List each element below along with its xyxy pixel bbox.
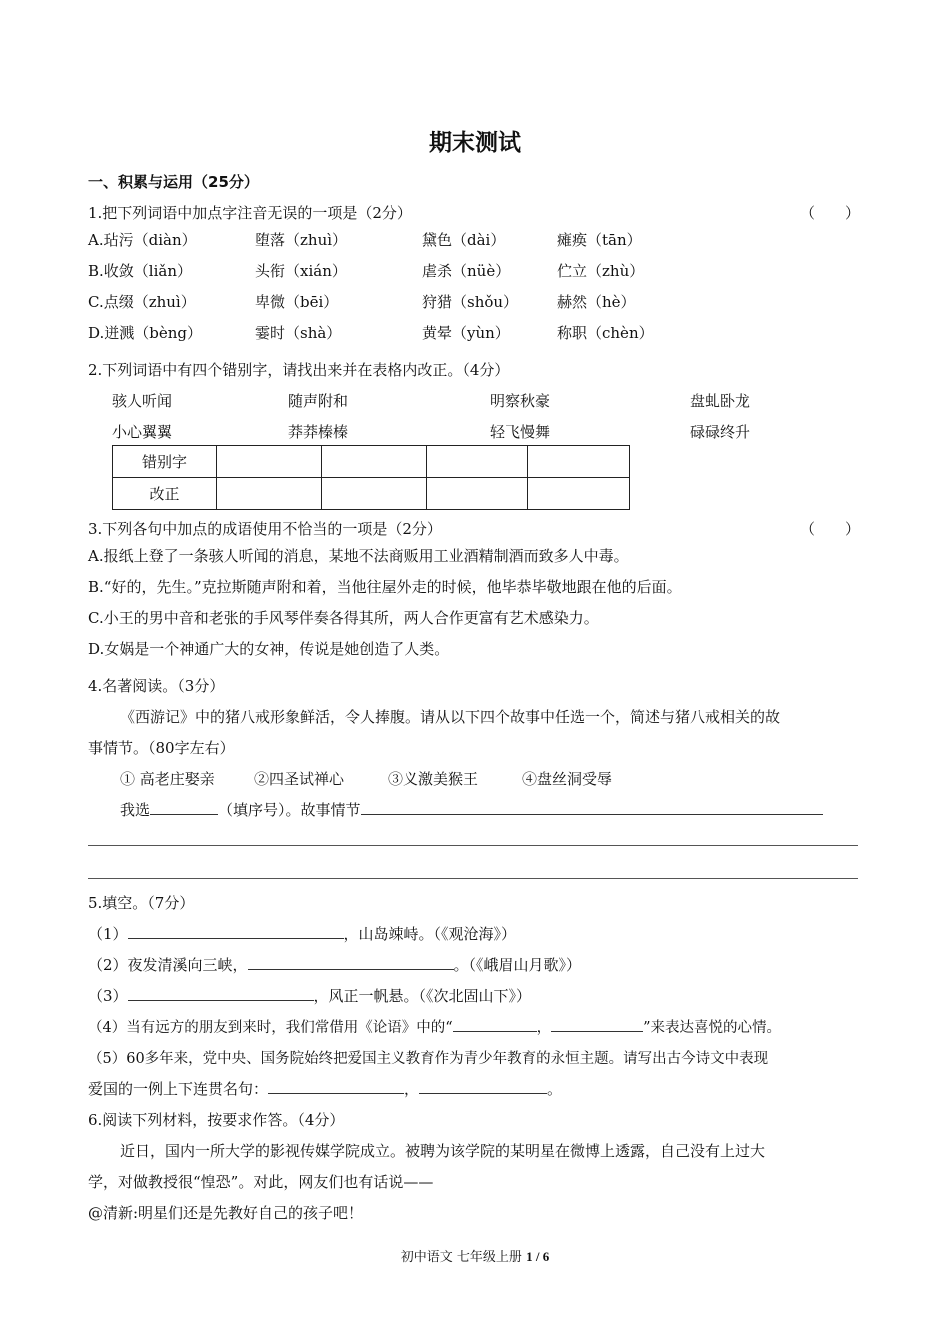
paragraph: 近日，国内一所大学的影视传媒学院成立。被聘为该学院的某明星在微博上透露，自己没有上过大 [120,1142,766,1160]
word-item: 碌碌终升 [690,423,751,441]
fill-blank[interactable] [419,1079,547,1094]
fill-blank[interactable] [551,1017,643,1032]
correction-table [112,445,630,510]
word-item: 小心翼翼 [112,423,173,441]
choice-line [120,799,823,820]
option-c: C.小王的男中音和老张的手风琴伴奏各得其所，两人合作更富有艺术感染力。 [88,609,599,627]
question-3-stem: 3.下列各句中加点的成语使用不恰当的一项是（2分） [88,520,442,538]
table-row [113,446,630,478]
question-1-stem: 1.把下列词语中加点字注音无误的一项是（2分） [88,204,412,222]
option-c: C.点缀（zhuì） [88,293,196,311]
option-d-word-3: 黄晕（yùn） [422,324,510,342]
story-option: ④盘丝洞受辱 [522,770,613,788]
answer-cell[interactable] [217,446,322,478]
fill-blank[interactable] [248,955,454,970]
story-option: ① 高老庄娶亲 [120,770,215,788]
option-c-word-4: 赫然（hè） [557,293,636,311]
word-item: 轻飞慢舞 [490,423,551,441]
word-item: 盘虬卧龙 [690,392,751,410]
option-b: B.“好的，先生。”克拉斯随声附和着，当他往屋外走的时候，他毕恭毕敬地跟在他的后面。 [88,578,682,596]
fill-blank[interactable] [453,1017,537,1032]
question-6-stem: 6.阅读下列材料，按要求作答。（4分） [88,1111,345,1129]
paragraph: 学，对做教授很“惶恐”。对此，网友们也有话说—— [88,1173,434,1191]
fill-line-2 [88,954,581,975]
word-item: 莽莽榛榛 [288,423,349,441]
footer-text: 初中语文 七年级上册 [400,1250,522,1265]
option-a-word-3: 黛色（dài） [422,231,506,249]
fill-blank[interactable] [128,986,314,1001]
option-b-word-2: 头衔（xián） [255,262,347,280]
option-b-word-3: 虐杀（nüè） [422,262,511,280]
fill-line-6 [88,1078,562,1099]
page-title: 期末测试 [429,130,521,156]
table-row [113,478,630,510]
fill-line-5: （5）60多年来，党中央、国务院始终把爱国主义教育作为青少年教育的永恒主题。请写出古今诗文中表现 [88,1051,769,1067]
story-blank[interactable] [361,800,823,815]
option-d-word-4: 称职（chèn） [557,324,654,342]
question-4-stem: 4.名著阅读。（3分） [88,677,225,695]
answer-cell[interactable] [322,446,427,478]
fill-label: （2）夜发清溪向三峡， [88,956,248,974]
answer-cell[interactable] [217,478,322,510]
fill-label: 。 [547,1080,563,1098]
word-item: 明察秋豪 [490,392,551,410]
paragraph: 事情节。（80字左右） [88,739,235,757]
option-d: D.迸溅（bèng） [88,324,203,342]
fill-label: ， [536,1020,552,1036]
fill-label: （3） [88,987,128,1005]
word-item: 随声附和 [288,392,349,410]
fill-label: ， [404,1080,420,1098]
fill-label: 爱国的一例上下连贯名句： [88,1080,269,1098]
page-footer [0,1246,950,1265]
fill-line-4 [88,1016,781,1037]
answer-cell[interactable] [427,478,528,510]
paragraph: @清新:明星们还是先教好自己的孩子吧！ [88,1204,364,1222]
answer-cell[interactable] [427,446,528,478]
story-option: ②四圣试禅心 [254,770,345,788]
choice-label: 我选 [120,801,151,819]
option-b: B.收敛（liǎn） [88,262,192,280]
fill-line-3 [88,985,531,1006]
answer-paren: （ ） [800,204,861,222]
option-a-word-2: 堕落（zhuì） [255,231,348,249]
choice-label-2: （填序号）。故事情节 [218,801,361,819]
paragraph: 《西游记》中的猪八戒形象鲜活，令人捧腹。请从以下四个故事中任选一个，简述与猪八戒相关的故 [120,708,781,726]
option-a: A.报纸上登了一条骇人听闻的消息，某地不法商贩用工业酒精制酒而致多人中毒。 [88,547,629,565]
fill-label: （4）当有远方的朋友到来时，我们常借用《论语》中的“ [88,1020,453,1036]
fill-label: ，山岛竦峙。（《观沧海》） [343,925,517,943]
option-c-word-2: 卑微（bēi） [255,293,339,311]
question-5-stem: 5.填空。（7分） [88,894,195,912]
option-a: A.玷污（diàn） [88,231,197,249]
section-heading: 一、积累与运用（25分） [88,173,259,191]
fill-label: （1） [88,925,128,943]
fill-blank[interactable] [268,1079,404,1094]
answer-cell[interactable] [528,446,630,478]
fill-blank[interactable] [128,924,344,939]
question-2-stem: 2.下列词语中有四个错别字，请找出来并在表格内改正。（4分） [88,361,510,379]
answer-cell[interactable] [322,478,427,510]
option-c-word-3: 狩猎（shǒu） [422,293,519,311]
answer-line[interactable] [88,845,858,846]
choice-blank[interactable] [150,800,218,815]
option-d-word-2: 霎时（shà） [255,324,342,342]
option-a-word-4: 瘫痪（tān） [557,231,642,249]
answer-line[interactable] [88,878,858,879]
answer-paren: （ ） [800,520,861,538]
fill-label: ”来表达喜悦的心情。 [643,1020,782,1036]
story-option: ③义激美猴王 [388,770,479,788]
word-item: 骇人听闻 [112,392,173,410]
table-label-wrong: 错别字 [113,446,217,478]
option-d: D.女娲是一个神通广大的女神，传说是她创造了人类。 [88,640,450,658]
answer-cell[interactable] [528,478,630,510]
page-number: 1 / 6 [526,1249,550,1264]
fill-line-1 [88,923,516,944]
option-b-word-4: 伫立（zhù） [557,262,645,280]
fill-label: 。（《峨眉山月歌》） [453,956,582,974]
table-label-correct: 改正 [113,478,217,510]
fill-label: ，风正一帆悬。（《次北固山下》） [313,987,532,1005]
